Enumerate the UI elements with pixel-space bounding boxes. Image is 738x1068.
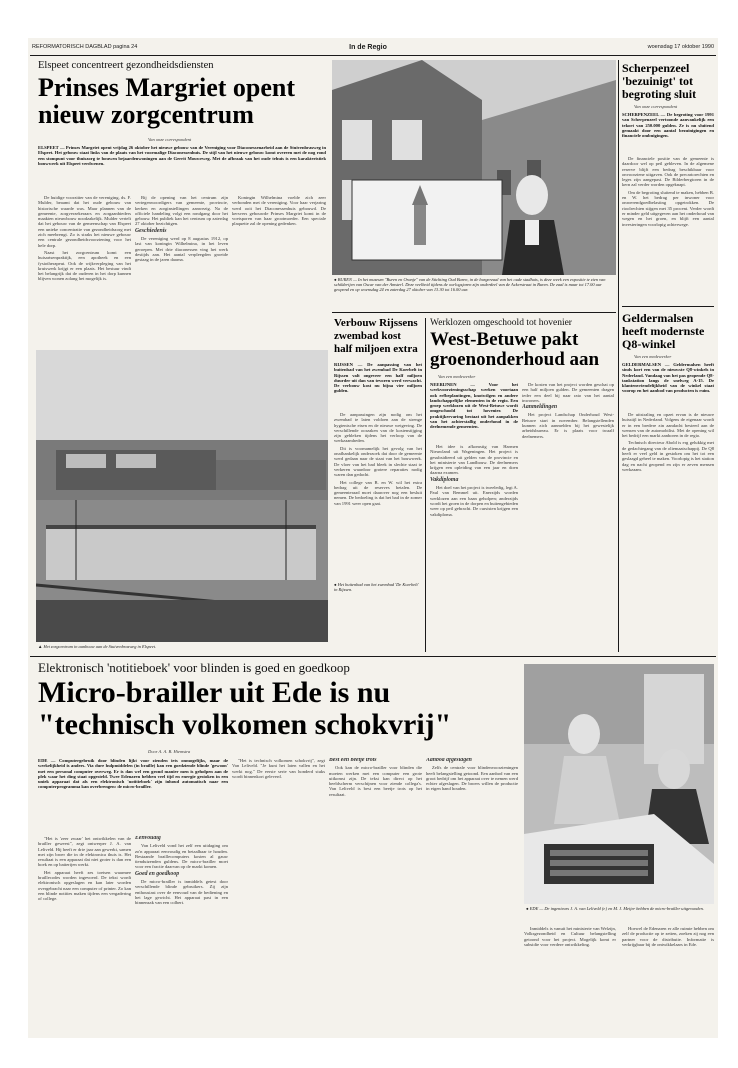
westbetuwe-col-2 xyxy=(522,382,614,652)
brailler-kicker: Elektronisch 'notitieboek' voor blinden is goed en goedkoop xyxy=(38,660,350,675)
brailler-col-6 xyxy=(524,926,616,1032)
header-rule xyxy=(30,55,716,56)
column-rule-rijssen xyxy=(425,318,426,652)
brailler-body-1: "Het is 'zeer zwaar' het ontwikkelen van de brailler geweest", zegt ontwerper J. A. van Leliveld. Hij heeft er drie jaar aan gewerkt, samen met zijn broer die in de elektronica thuis is. Het resultaat is een apparaat dat niet groter is dan een boek en op batterijen werkt. xyxy=(38,836,131,868)
scherp-headline-2: 'bezuinigt' tot xyxy=(622,74,693,88)
main-body-4: Bij de opening van het centrum zijn vertegenwoordigers van gemeente, provincie, kerken en zorginstellingen aanwezig. Na de officiele handeling volgt een rondgang door het gebouw. Het publiek kan het centrum op zaterdag 27 oktober bezichtigen. xyxy=(135,195,228,227)
westbetuwe-body-3: Het project Landschap Onderhoud West-Betuwe start in november. Belangstellenden kunnen zich aanmelden bij het gewestelijk arbeidsbureau. Er is plaats voor twaalf deelnemers. xyxy=(522,412,614,439)
brailler-illustration xyxy=(524,664,714,904)
rijssen-headline-1: Verbouw Rijssens xyxy=(334,317,418,329)
brailler-headline-2: "technisch volkomen schokvrij" xyxy=(38,708,452,741)
rijssen-body-3: Het college van B. en W. wil het extra bedrag uit de reserves betalen. De gemeenteraad moet daarover nog een besluit nemen. De bedoeling is dat het bad in de zomer van 1991 weer open gaat. xyxy=(334,479,422,506)
main-lead: ELSPEET — Prinses Margriet opent vrijdag 26 oktober het nieuwe gebouw van de Vereniging voor Diaconessenarbeid aan de Stuivenbrasweg in Elspeet. Het gebouw staat links van de plaats van het voormalige Diaconessenhuis. De stijl van het nieuwe gebouw komt overeen met de nog rond een stompunt voor thuiszorg te bouwen bejaardenwoningen aan de Gerrit Mouweweg. Met de afbraak van het oude tehuis is een karakteristiek bouwwerk uit Elspeet verdwenen. xyxy=(38,145,326,166)
main-kicker: Elspeet concentreert gezondheidsdiensten xyxy=(38,60,214,71)
rijssen-body-1: De aanpassingen zijn nodig om het zwembad te laten voldoen aan de strenge hygienische eisen en de nieuwe wetgeving. De verschillende oorzaken van de kostenstijging zijn gebleken tijdens het verloop van de werkzaamheden. xyxy=(334,412,422,444)
main-col-2 xyxy=(135,195,228,347)
main-subhead: Geschiedenis xyxy=(135,227,167,234)
main-headline-2: nieuw zorgcentrum xyxy=(38,100,254,129)
westbetuwe-subhead-1: Vakdiploma xyxy=(430,476,459,483)
scherp-byline: Van onze correspondent xyxy=(634,104,678,109)
main-body-2: Naast het zorgcentrum komt een huisartsenpraktijk, een apotheek en een fysiotherapeut. Ook de wijkverpleging van het kruiswerk krijgt er een plaats. Het bestuur vindt het belangrijk dat de ouderen in het dorp kunnen blijven wonen zolang het mogelijk is. xyxy=(38,249,131,282)
rijssen-headline-3: half miljoen extra xyxy=(334,343,418,355)
main-body-5: De vereniging werd op 8 augustus 1912, op last van koningin Wilhelmina, in het leven geroepen. Met drie diaconessen ving het werk destijds aan. Het aantal verpleegden groeide gestaag in de jaren daarna. xyxy=(135,236,228,263)
westbetuwe-body-2: Het doel van het project is tweeledig, legt A. Paul van Bemmel uit. Enerzijds worden werklozen aan een baan geholpen; anderzijds wordt het groen in de dorpen en buitengebieden weer op peil gebracht. De cursisten krijgen een vakdiploma. xyxy=(430,485,518,517)
scherp-body-2: Om de begroting sluitend te maken, hebben B. en W. het bedrag per inwoner voor onroerendgoedbelasting opgetrokken. De rioolrechten stijgen met 35 procent. Verder wordt er minder geld uitgegeven aan het onderhoud van wegen en het groen, en blijft een aantal investeringen voorlopig achterwege. xyxy=(622,189,714,227)
gelder-body-2: Technisch directeur Abold is erg gelukkig met de gedachtegang van de oliemaatschappij. De Q8 heeft er veel geld in gestoken om het tot een geslaagd geheel te maken. Voorlopig is het station dag en nacht geopend en zijn er zeven mensen werkzaam. xyxy=(622,440,714,472)
scherp-headline-1: Scherpenzeel xyxy=(622,61,690,75)
main-body-3: Koningin Wilhelmina voelde zich zeer verbonden met de vereniging. Voor haar verjaring werd ooit het Diaconessenhuis gebouwd. De kersvers gebouwde Prinses Margriet komt in de voetsporen van haar grootmoeder. Een speciale plaquette zal de opening gedenken. xyxy=(232,195,326,227)
main-col-1 xyxy=(38,195,131,347)
zorgcentrum-caption: ▲ Het zorgcentrum in aanbouw aan de Stuivenbrasweg in Elspeet. xyxy=(38,644,157,649)
main-body-1: De huidige voorzitter van de vereniging, ds. F. Mulder, beaamt dat het oude gebouw van historische waarde was. Maar plannen van de gemeente, zorgverzekeraars en zorgaanbieders maakten nieuwbouw noodzakelijk. Mulder vertelt dat het gebouw van de gemeenschap van Elspeet een unieke concentratie van gezondheidszorg met zich meebrengt. Zo is straks het nieuwe gebouw een centrale gezondheidsvoorziening voor het hele dorp. xyxy=(38,195,131,248)
brailler-subhead-3: Best een beetje trots xyxy=(329,758,377,763)
brailler-col-1 xyxy=(38,836,131,1032)
main-byline: Van onze correspondent xyxy=(148,137,192,142)
brailler-body-4: De micro-brailler is inmiddels getest door verschillende blinde gebruikers. Zij zijn enthousiast over de eenvoud van de bediening en het lage gewicht. Het apparaat past in een binnenzak van een colbert. xyxy=(135,879,228,906)
gelder-headline-2: heeft modernste xyxy=(622,324,705,338)
right-column-rule xyxy=(622,306,714,307)
scherp-body xyxy=(622,156,714,304)
brailler-col-5 xyxy=(426,758,518,1032)
brailler-col-7 xyxy=(622,926,714,1032)
westbetuwe-headline-1: West-Betuwe pakt xyxy=(430,329,579,350)
rijssen-body xyxy=(334,412,422,580)
brailler-subhead-4: Aanbod afgeslagen xyxy=(426,758,472,763)
scherp-lead: SCHERPENZEEL — De begroting voor 1991 van Scherpenzeel vertoonde aanvankelijk een tekort van 250.000 gulden. Ze is nu sluitend gemaakt door een aantal bezuinigingen en financiele ombuigingen. xyxy=(622,112,714,139)
brailler-headline-1: Micro-brailler uit Ede is nu xyxy=(38,676,391,709)
brailler-body-6: Zelfs de centrale voor blindenvoorzieningen heeft belangstelling getoond. Een aanbod van een groot bedrijf om het apparaat over te nemen werd echter afgeslagen. De broers willen de productie in eigen hand houden. xyxy=(426,765,518,792)
buren-photo xyxy=(332,60,616,275)
buren-caption: ● BUREN — In het museum "Buren en Oranje" van de Stichting Oud Buren, in de burgerzaal van het oude stadhuis, is deze week een expositie te zien van schilderijen van Oscar van der Amsterl. Deze veelheid tijdens de oorlogsjaren zijn onderdeel van de Ackerstraat in Buren. De zaal is maar tot 17.00 uur geopend en op woensdag 24 en zaterdag 27 oktober van 13.30 tot 16.00 uur. xyxy=(334,277,606,293)
westbetuwe-byline: Van een medewerker xyxy=(438,374,476,379)
brailler-col-2 xyxy=(135,836,228,1032)
brailler-col-4 xyxy=(329,758,422,1032)
main-headline-1: Prinses Margriet opent xyxy=(38,73,296,102)
middle-rule xyxy=(332,312,616,313)
section-divider xyxy=(30,656,716,657)
rijssen-caption: ● Het buitenbad van het zwembad 'De Koerbelt' in Rijssen. xyxy=(334,582,419,593)
zorgcentrum-illustration xyxy=(36,350,328,642)
gelder-headline-1: Geldermalsen xyxy=(622,311,694,325)
gelder-headline-3: Q8-winkel xyxy=(622,337,676,351)
rijssen-headline-2: zwembad kost xyxy=(334,330,401,342)
gelder-lead: GELDERMALSEN — Geldermalsen heeft sinds kort een van de nieuwste Q8-winkels in Nederland. Vandaag van het pas geopende Q8-tankstation langs de snelweg A-15. De klantenvriendelijkheid van de winkel staat voorop en het aanbod van producten is ruim. xyxy=(622,362,714,394)
westbetuwe-body-1: Het idee is afkomstig van Harmen Nieuwland uit Wageningen. Het project is gesubsidieerd uit gelden van de provincie en het ministerie van Landbouw. De deelnemers krijgen een opleiding van een jaar en doen daarna examen. xyxy=(430,444,518,476)
brailler-body-8: Inmiddels is vanuit het ministerie van Welzijn, Volksgezondheid en Cultuur belangstelling getoond voor het project. Mogelijk komt er subsidie voor verdere ontwikkeling. xyxy=(524,926,616,947)
gelder-byline: Van een medewerker xyxy=(634,354,672,359)
brailler-photo xyxy=(524,664,714,904)
brailler-subhead-1: Eenvoudig xyxy=(135,836,161,841)
rijssen-body-2: Dit is voornamelijk het gevolg van het onafhankelijk onderzoek dat door de gemeente werd gedaan naar de staat van het bouwwerk. De vloer van het bad bleek in slechte staat te verkeren waardoor grotere reparaties nodig waren dan gedacht. xyxy=(334,445,422,478)
westbetuwe-kicker: Werklozen omgeschoold tot hovenier xyxy=(430,318,572,328)
brailler-body-2: Het apparaat heeft zes toetsen waarmee braillecodes worden ingevoerd. De tekst wordt elektronisch opgeslagen en kan later worden overgebracht naar een computer of printer. Zo kan een blinde notities maken tijdens een vergadering of college. xyxy=(38,869,131,902)
westbetuwe-col-1 xyxy=(430,444,518,652)
buren-illustration xyxy=(332,60,616,275)
zorgcentrum-photo xyxy=(36,350,328,642)
gelder-body-1: De uitstraling en opzet ervan is de nieuwe huisstijl in Nederland. Volgens de eigenaar wordt er in een bredere zin aandacht besteed aan de wensen van de automobilist. Met de opening wil het bedrijf een markt aanboren in de regio. xyxy=(622,412,714,439)
brailler-body-9: Hoewel de Edenaren er alle ruimte hebben om zelf de productie op te zetten, zoeken zij nog een partner voor de distributie. Informatie is verkrijgbaar bij de ontwikkelaars in Ede. xyxy=(622,926,714,947)
issue-date: woensdag 17 oktober 1990 xyxy=(647,44,714,50)
gelder-body xyxy=(622,412,714,652)
rijssen-lead: RIJSSEN — De aanpassing van het buitenbad van het zwembad De Koerbelt in Rijssen valt ongeveer een half miljoen duurder uit dan van tevoren werd verwacht. De verbouw kost nu bijna vier miljoen gulden. xyxy=(334,362,422,394)
westbetuwe-subhead-2: Aanmeldingen xyxy=(522,404,558,411)
westbetuwe-lead: NEERIJNEN — Voor het werkvoorzieningsschap werken voortaan ook erfbeplantingen, knotwilgen en andere landschappelijke elementen in de regio. Een groep werklozen uit de West-Betuwe wordt omgeschoold tot hovenier. De praktijkervaring bestaat uit het aanpakken van het achterstallig onderhoud in de deelnemende gemeenten. xyxy=(430,382,518,430)
brailler-body-3: Van Leliveld vond het zelf een uitdaging om zo'n apparaat eenvoudig en betaalbaar te houden. Bestaande braillecomputers kosten al gauw tienduizenden guldens. De micro-brailler moet voor een fractie daarvan op de markt komen. xyxy=(135,843,228,870)
publication-name: REFORMATORISCH DAGBLAD pagina 24 xyxy=(32,44,138,50)
main-col-3 xyxy=(232,195,326,347)
westbetuwe-body-4: De kosten van het project worden geschat op een half miljoen gulden. De gemeenten dragen ieder een deel bij naar rato van het aantal inwoners. xyxy=(522,382,614,403)
brailler-subhead-2: Goed en goedkoop xyxy=(135,870,180,877)
right-column-divider xyxy=(618,60,619,652)
brailler-body-7: "Het is technisch volkomen schokvrij", zegt Van Leliveld. "Je kunt het laten vallen en het werkt nog." De eerste serie van honderd stuks wordt binnenkort geleverd. xyxy=(232,758,325,779)
brailler-body-5: Ook kan de micro-brailler voor blinden die moeten werken met een computer een grote uitkomst zijn. De tekst kan direct op het beeldscherm verschijnen voor ziende collega's. Van Leliveld is best een beetje trots op het resultaat. xyxy=(329,765,422,797)
brailler-byline: Door A. A. B. Hiemstra xyxy=(148,749,191,754)
scherp-headline-3: begroting sluit xyxy=(622,87,697,101)
newspaper-page xyxy=(28,38,718,1038)
scherp-body-1: De financiele positie van de gemeente is daardoor wel op peil gebleven. In de algemene reserve blijft een bedrag beschikbaar voor onvoorziene uitgaven. Ook de precariorechten en leges zijn aangepast. De Bilderbergtoren in de kern zal verder worden opgeknapt. xyxy=(622,156,714,188)
westbetuwe-headline-2: groenonderhoud aan xyxy=(430,349,600,370)
brailler-lead: EDE — Computergebruik door blinden lijkt voor zienden iets onmogelijks, maar de werkelijkheid is anders. Via dure hulpmiddelen (in braille) kan een goedziende blinde 'gewoon' met een personal computer overweg. Er is dan wel een grond manier men is geholpen aan de plek waar het ding staat opgesteld. Twee Edenaren hebben veel tijd en energie gestoken in een uniek apparaat dat als een elektronisch 'notitieboek' zijn inhoud automatisch naar een computerprogramma kan overbrengen: de micro-brailler. xyxy=(38,758,228,790)
brailler-caption: ● EDE — De ingenieurs J. A. van Leliveld (r.) en M. J. Meijer hebben de micro-brailler uitgevonden. xyxy=(526,906,704,911)
brailler-col-3 xyxy=(232,758,325,1032)
section-title: In de Regio xyxy=(349,44,387,51)
